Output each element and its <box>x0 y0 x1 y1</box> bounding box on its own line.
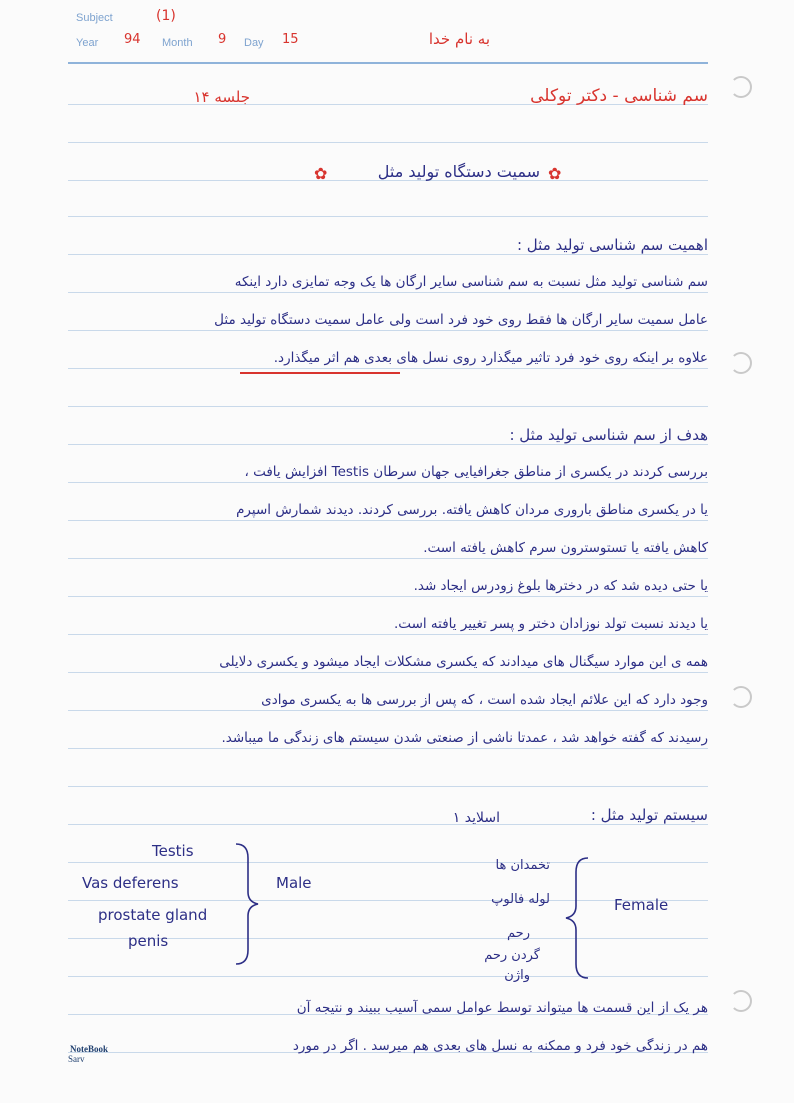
closing-line: هم در زندگی خود فرد و ممکنه به نسل های بعدی هم میرسد . اگر در مورد <box>292 1038 708 1054</box>
ruled-line <box>68 216 708 217</box>
female-item: گردن رحم <box>484 948 540 963</box>
importance-line: سم شناسی تولید مثل نسبت به سم شناسی سایر ارگان ها یک وجه تمایزی دارد اینکه <box>234 274 708 290</box>
month-value: 9 <box>218 32 227 47</box>
goal-line: یا در یکسری مناطق باروری مردان کاهش یافته. بررسی کردند. دیدند شمارش اسپرم <box>236 502 708 518</box>
top-rule <box>68 62 708 64</box>
brand-prefix: Sarv <box>68 1054 85 1064</box>
ruled-line <box>68 710 708 711</box>
course-title: سم شناسی - دکتر توکلی <box>530 86 708 106</box>
goal-line: همه ی این موارد سیگنال های میدادند که یکسری مشکلات ایجاد میشود و یکسری دلایلی <box>219 654 708 670</box>
goal-line: وجود دارد که این علائم ایجاد شده است ، که پس از بررسی ها به یکسری موادی <box>261 692 708 708</box>
goal-line: رسیدند که گفته خواهد شد ، عمدتا ناشی از صنعتی شدن سیستم های زندگی ما میباشد. <box>221 730 708 746</box>
goal-line: یا دیدند نسبت تولد نوزادان دختر و پسر تغییر یافته است. <box>394 616 708 632</box>
male-item: penis <box>128 932 169 950</box>
male-item: prostate gland <box>98 906 208 924</box>
goal-line: بررسی کردند در یکسری از مناطق جغرافیایی جهان سرطان Testis افزایش یافت ، <box>244 464 708 480</box>
female-brace <box>562 856 592 980</box>
ruled-line <box>68 596 708 597</box>
goal-line: کاهش یافته یا تستوسترون سرم کاهش یافته است. <box>423 540 708 556</box>
goal-heading: هدف از سم شناسی تولید مثل : <box>509 426 708 444</box>
flower-icon: ✿ <box>548 164 562 183</box>
goal-line: یا حتی دیده شد که در دخترها بلوغ زودرس ایجاد شد. <box>413 578 708 594</box>
closing-line: هر یک از این قسمت ها میتواند توسط عوامل سمی آسیب ببیند و نتیجه آن <box>296 1000 708 1016</box>
binder-hole <box>730 686 752 708</box>
ruled-line <box>68 824 708 825</box>
ruled-line <box>68 558 708 559</box>
year-label: Year <box>76 37 99 49</box>
ruled-line <box>68 976 708 977</box>
female-item: لوله فالوپ <box>491 892 550 907</box>
day-value: 15 <box>282 32 299 47</box>
ruled-line <box>68 368 708 369</box>
ruled-line <box>68 520 708 521</box>
ruled-line <box>68 900 708 901</box>
day-label: Day <box>244 37 264 49</box>
ruled-line <box>68 406 708 407</box>
female-item: واژن <box>504 968 530 983</box>
ruled-line <box>68 862 708 863</box>
ruled-line <box>68 786 708 787</box>
year-value: 94 <box>124 32 141 47</box>
brand-name: NoteBook <box>70 1044 108 1054</box>
slide-label: اسلاید ۱ <box>452 810 500 826</box>
ruled-line <box>68 292 708 293</box>
ruled-line <box>68 634 708 635</box>
ruled-line <box>68 672 708 673</box>
male-item: Vas deferens <box>82 874 179 892</box>
ruled-line <box>68 482 708 483</box>
female-item: تخمدان ها <box>495 858 550 873</box>
female-item: رحم <box>507 926 530 941</box>
session-number: جلسه ۱۴ <box>193 88 250 106</box>
ruled-line <box>68 748 708 749</box>
male-item: Testis <box>152 842 194 860</box>
importance-heading: اهمیت سم شناسی تولید مثل : <box>516 236 708 254</box>
female-label: Female <box>614 896 669 914</box>
ruled-line <box>68 142 708 143</box>
lecture-title: سمیت دستگاه تولید مثل <box>377 162 540 181</box>
binder-hole <box>730 76 752 98</box>
month-label: Month <box>162 37 193 49</box>
importance-line: عامل سمیت سایر ارگان ها فقط روی خود فرد است ولی عامل سمیت دستگاه تولید مثل <box>214 312 708 328</box>
binder-hole <box>730 352 752 374</box>
highlight-underline <box>240 372 400 374</box>
flower-icon: ✿ <box>314 164 328 183</box>
male-label: Male <box>276 874 312 892</box>
importance-line: علاوه بر اینکه روی خود فرد تاثیر میگذارد روی نسل های بعدی هم اثر میگذارد. <box>273 350 708 366</box>
binder-hole <box>730 990 752 1012</box>
basmala: به نام خدا <box>428 30 490 48</box>
subject-label: Subject <box>76 12 113 24</box>
ruled-line <box>68 330 708 331</box>
system-heading: سیستم تولید مثل : <box>590 806 708 824</box>
male-brace <box>232 842 262 966</box>
ruled-line <box>68 444 708 445</box>
subject-value: (1) <box>156 8 176 24</box>
ruled-line <box>68 254 708 255</box>
